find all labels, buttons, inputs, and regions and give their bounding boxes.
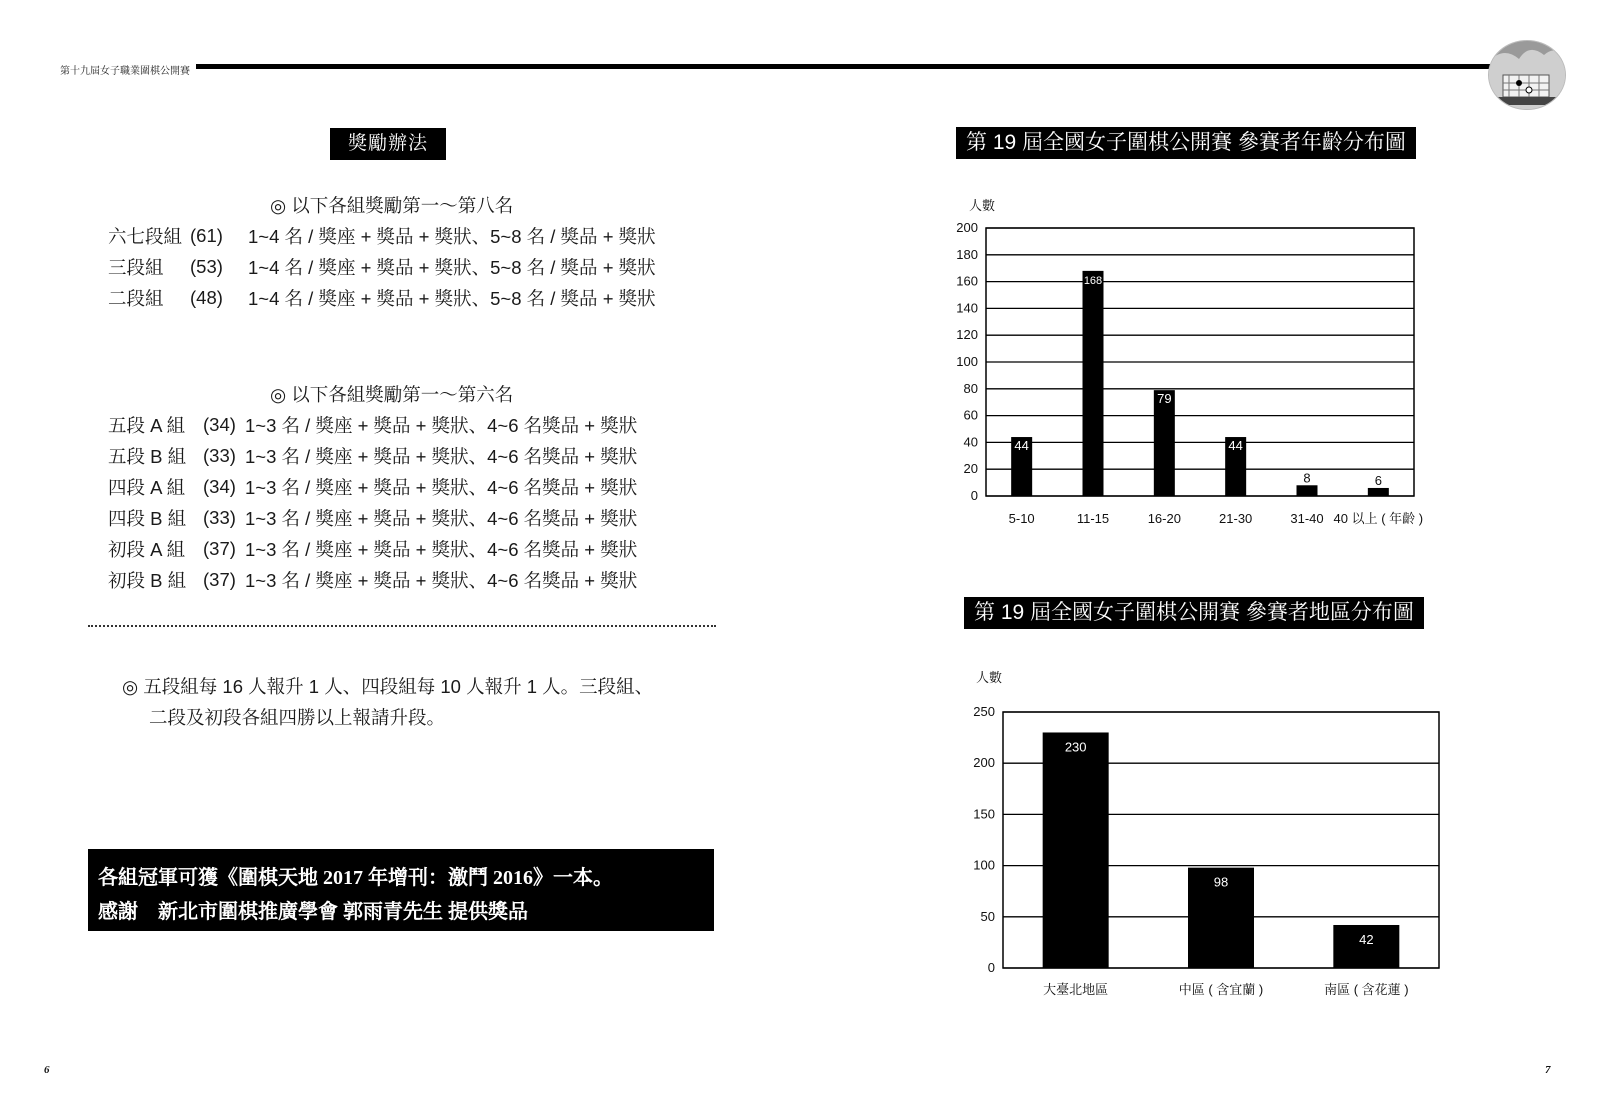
data-label: 6 <box>1374 472 1382 488</box>
age-data-labels <box>1014 275 1382 488</box>
age-chart-title: 第 19 屆全國女子圍棋公開賽 參賽者年齡分布圖 <box>956 127 1416 159</box>
age-bars <box>1011 271 1389 496</box>
data-label: 168 <box>1083 274 1103 287</box>
age-y-ticks <box>956 220 978 503</box>
y-tick-label: 200 <box>973 755 995 771</box>
y-tick-label: 0 <box>970 488 978 503</box>
group-count: (34) <box>203 413 236 435</box>
section1-heading: ◎ 以下各組獎勵第一～第八名 <box>270 195 514 216</box>
x-tick-label: 11-15 <box>1076 511 1110 526</box>
region-y-axis-label: 人數 <box>976 670 1003 685</box>
award-text: 1~3 名 / 獎座 + 獎品 + 獎狀、4~6 名獎品 + 獎狀 <box>245 507 638 529</box>
group-count: (61) <box>190 224 223 246</box>
section2-list <box>108 409 637 595</box>
go-board-emblem <box>1488 40 1566 110</box>
region-y-ticks <box>973 704 995 975</box>
page-number-right: 7 <box>1545 1064 1551 1076</box>
y-tick-label: 50 <box>980 908 995 924</box>
region-distribution-chart <box>950 660 1450 1010</box>
group-count: (53) <box>190 255 223 277</box>
award-row <box>108 220 656 251</box>
running-head-title: 第十九屆女子職業圍棋公開賽 <box>60 66 190 77</box>
award-row <box>108 471 637 502</box>
dotted-divider <box>88 625 716 627</box>
award-row <box>108 502 637 533</box>
y-tick-label: 150 <box>973 806 995 822</box>
region-x-ticks <box>1043 982 1408 997</box>
region-bars <box>1043 732 1400 968</box>
age-distribution-chart <box>950 190 1450 540</box>
emblem-picture <box>1489 41 1565 109</box>
promotion-note <box>122 671 653 733</box>
promotion-line-1: ◎ 五段組每 16 人報升 1 人、四段組每 10 人報升 1 人。三段組、 <box>122 676 654 697</box>
group-name: 三段組 <box>108 256 164 278</box>
award-row <box>108 409 637 440</box>
data-label: 44 <box>1228 438 1243 454</box>
award-row <box>108 533 637 564</box>
y-tick-label: 40 <box>963 434 978 450</box>
award-row <box>108 440 637 471</box>
group-count: (33) <box>203 444 236 466</box>
group-count: (34) <box>203 475 236 497</box>
x-tick-label: 31-40 <box>1290 511 1324 526</box>
region-chart-title: 第 19 屆全國女子圍棋公開賽 參賽者地區分布圖 <box>964 597 1424 629</box>
awards-title: 獎勵辦法 <box>330 128 446 160</box>
award-text: 1~3 名 / 獎座 + 獎品 + 獎狀、4~6 名獎品 + 獎狀 <box>245 569 638 591</box>
group-name: 五段 A 組 <box>108 414 186 436</box>
award-text: 1~3 名 / 獎座 + 獎品 + 獎狀、4~6 名獎品 + 獎狀 <box>245 538 638 560</box>
award-text: 1~3 名 / 獎座 + 獎品 + 獎狀、4~6 名獎品 + 獎狀 <box>245 414 638 436</box>
champion-prize-box <box>88 849 714 931</box>
group-count: (37) <box>203 537 236 559</box>
award-text: 1~3 名 / 獎座 + 獎品 + 獎狀、4~6 名獎品 + 獎狀 <box>245 445 638 467</box>
bar <box>1368 488 1389 496</box>
group-name: 初段 B 組 <box>108 569 187 591</box>
section1-list <box>108 220 656 313</box>
y-tick-label: 250 <box>973 704 995 719</box>
data-label: 230 <box>1064 739 1087 755</box>
group-name: 初段 A 組 <box>108 538 186 560</box>
y-tick-label: 180 <box>956 246 978 262</box>
group-count: (48) <box>190 286 223 308</box>
x-tick-label: 40 以上 ( 年齡 ) <box>1333 511 1424 526</box>
bar <box>1043 732 1109 968</box>
data-label: 79 <box>1157 391 1172 407</box>
age-x-ticks <box>1009 511 1423 526</box>
data-label: 42 <box>1359 931 1374 947</box>
award-row <box>108 564 637 595</box>
y-tick-label: 0 <box>987 960 995 975</box>
award-text: 1~3 名 / 獎座 + 獎品 + 獎狀、4~6 名獎品 + 獎狀 <box>245 476 638 498</box>
award-text: 1~4 名 / 獎座 + 獎品 + 獎狀、5~8 名 / 獎品 + 獎狀 <box>248 287 656 309</box>
group-name: 五段 B 組 <box>108 445 187 467</box>
award-text: 1~4 名 / 獎座 + 獎品 + 獎狀、5~8 名 / 獎品 + 獎狀 <box>248 225 656 247</box>
y-tick-label: 140 <box>956 300 978 316</box>
y-tick-label: 100 <box>973 857 995 873</box>
x-tick-label: 中區 ( 含宜蘭 ) <box>1178 982 1264 997</box>
group-name: 六七段組 <box>108 225 183 247</box>
y-tick-label: 20 <box>963 461 978 477</box>
award-row <box>108 282 656 313</box>
data-label: 8 <box>1303 470 1311 486</box>
group-count: (33) <box>203 506 236 528</box>
y-tick-label: 60 <box>963 407 978 423</box>
bar <box>1083 271 1104 496</box>
x-tick-label: 5-10 <box>1008 511 1035 526</box>
x-tick-label: 大臺北地區 <box>1043 982 1109 997</box>
bar <box>1297 485 1318 496</box>
y-tick-label: 200 <box>956 220 978 235</box>
data-label: 44 <box>1014 438 1029 454</box>
award-text: 1~4 名 / 獎座 + 獎品 + 獎狀、5~8 名 / 獎品 + 獎狀 <box>248 256 656 278</box>
x-tick-label: 南區 ( 含花蓮 ) <box>1324 982 1409 997</box>
promotion-line-2: 二段及初段各組四勝以上報請升段。 <box>149 707 446 728</box>
group-name: 四段 A 組 <box>108 476 186 498</box>
x-tick-label: 21-30 <box>1219 511 1253 526</box>
age-y-axis-label: 人數 <box>969 198 996 213</box>
champion-line-1: 各組冠軍可獲《圍棋天地 2017 年增刊：激鬥 2016》一本。 <box>98 867 613 889</box>
award-row <box>108 251 656 282</box>
y-tick-label: 100 <box>956 354 978 369</box>
page-number-left: 6 <box>44 1064 50 1076</box>
y-tick-label: 160 <box>956 273 978 289</box>
section2-heading: ◎ 以下各組獎勵第一～第六名 <box>270 384 514 405</box>
y-tick-label: 80 <box>963 380 978 396</box>
group-count: (37) <box>203 568 236 590</box>
y-tick-label: 120 <box>956 327 978 343</box>
data-label: 98 <box>1213 874 1229 890</box>
age-gridlines <box>986 228 1414 496</box>
group-name: 二段組 <box>108 287 164 309</box>
champion-line-2: 感謝 新北市圍棋推廣學會 郭雨青先生 提供獎品 <box>98 901 528 923</box>
header-rule <box>196 64 1492 69</box>
group-name: 四段 B 組 <box>108 507 187 529</box>
x-tick-label: 16-20 <box>1147 511 1181 526</box>
